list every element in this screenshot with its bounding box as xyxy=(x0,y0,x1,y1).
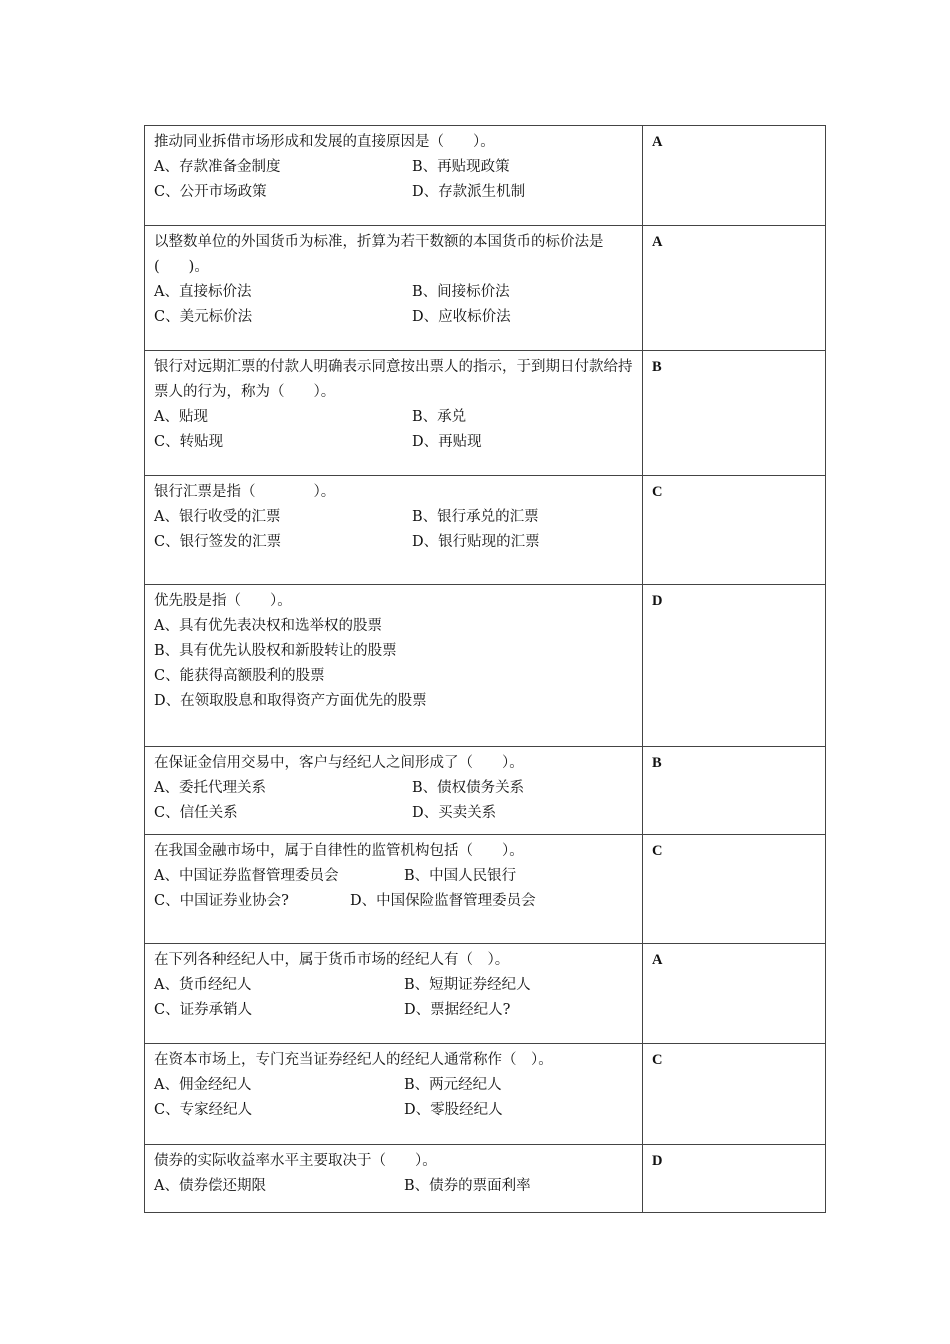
question-stem: 以整数单位的外国货币为标准，折算为若干数额的本国货币的标价法是( )。 xyxy=(154,234,604,275)
option: B、银行承兑的汇票 xyxy=(412,509,539,525)
answer-cell xyxy=(643,1044,826,1145)
answer-label: D xyxy=(652,1153,663,1169)
answer-label: B xyxy=(652,755,662,771)
answer-cell xyxy=(643,747,826,835)
option: B、两元经纪人 xyxy=(404,1077,502,1093)
answer-label: A xyxy=(652,134,663,150)
option: D、买卖关系 xyxy=(412,805,497,821)
option: B、中国人民银行 xyxy=(404,868,517,884)
option: A、具有优先表决权和选举权的股票 xyxy=(154,618,382,634)
question-cell xyxy=(145,1044,643,1145)
answer-cell xyxy=(643,126,826,226)
question-row xyxy=(145,585,826,747)
answer-cell xyxy=(643,476,826,585)
question-stem: 优先股是指（ ）。 xyxy=(154,593,292,609)
question-cell xyxy=(145,126,643,226)
option: A、债券偿还期限 xyxy=(154,1178,266,1194)
option: C、专家经纪人 xyxy=(154,1102,253,1118)
option: B、间接标价法 xyxy=(412,284,510,300)
option: C、银行签发的汇票 xyxy=(154,534,282,550)
question-stem: 在资本市场上，专门充当证券经纪人的经纪人通常称作（ ）。 xyxy=(154,1052,553,1068)
question-row xyxy=(145,1145,826,1213)
option: C、转贴现 xyxy=(154,434,224,450)
option: B、债券的票面利率 xyxy=(404,1178,531,1194)
question-stem: 在下列各种经纪人中，属于货币市场的经纪人有（ ）。 xyxy=(154,952,510,968)
question-row xyxy=(145,351,826,476)
option: A、货币经纪人 xyxy=(154,977,252,993)
answer-cell xyxy=(643,944,826,1044)
option: A、银行收受的汇票 xyxy=(154,509,281,525)
option: C、能获得高额股利的股票 xyxy=(154,668,325,684)
option: D、票据经纪人? xyxy=(404,1002,511,1018)
question-cell xyxy=(145,585,643,747)
question-table xyxy=(144,125,826,1213)
answer-cell xyxy=(643,351,826,476)
option: D、在领取股息和取得资产方面优先的股票 xyxy=(154,693,427,709)
answer-label: C xyxy=(652,843,663,859)
question-stem: 债券的实际收益率水平主要取决于（ ）。 xyxy=(154,1153,437,1169)
question-row xyxy=(145,226,826,351)
question-cell xyxy=(145,351,643,476)
answer-label: C xyxy=(652,1052,663,1068)
option: C、证券承销人 xyxy=(154,1002,253,1018)
answer-label: C xyxy=(652,484,663,500)
question-row xyxy=(145,1044,826,1145)
option: A、中国证券监督管理委员会 xyxy=(154,868,339,884)
option: A、直接标价法 xyxy=(154,284,252,300)
question-cell xyxy=(145,476,643,585)
answer-label: D xyxy=(652,593,663,609)
question-stem: 在保证金信用交易中，客户与经纪人之间形成了（ ）。 xyxy=(154,755,524,771)
answer-cell xyxy=(643,585,826,747)
option: C、公开市场政策 xyxy=(154,184,267,200)
option: D、存款派生机制 xyxy=(412,184,526,200)
question-row xyxy=(145,835,826,944)
question-cell xyxy=(145,747,643,835)
question-row xyxy=(145,944,826,1044)
option: C、中国证券业协会? xyxy=(154,893,289,909)
question-row xyxy=(145,126,826,226)
question-cell xyxy=(145,1145,643,1213)
option: A、存款准备金制度 xyxy=(154,159,281,175)
question-stem: 在我国金融市场中，属于自律性的监管机构包括（ ）。 xyxy=(154,843,524,859)
option: A、佣金经纪人 xyxy=(154,1077,252,1093)
option: C、美元标价法 xyxy=(154,309,253,325)
option: B、债权债务关系 xyxy=(412,780,525,796)
option: D、再贴现 xyxy=(412,434,482,450)
option: B、再贴现政策 xyxy=(412,159,510,175)
option: C、信任关系 xyxy=(154,805,238,821)
option: A、贴现 xyxy=(154,409,208,425)
question-cell xyxy=(145,944,643,1044)
answer-cell xyxy=(643,835,826,944)
answer-cell xyxy=(643,226,826,351)
question-stem: 银行汇票是指（ ）。 xyxy=(154,484,336,500)
option: D、零股经纪人 xyxy=(404,1102,503,1118)
question-row xyxy=(145,476,826,585)
answer-cell xyxy=(643,1145,826,1213)
option: D、银行贴现的汇票 xyxy=(412,534,540,550)
answer-label: A xyxy=(652,952,663,968)
question-stem: 推动同业拆借市场形成和发展的直接原因是（ ）。 xyxy=(154,134,495,150)
option: B、短期证券经纪人 xyxy=(404,977,531,993)
question-stem: 银行对远期汇票的付款人明确表示同意按出票人的指示，于到期日付款给持票人的行为，称为（ ）。 xyxy=(154,359,633,400)
option: D、中国保险监督管理委员会 xyxy=(350,893,536,909)
answer-label: A xyxy=(652,234,663,250)
option: B、承兑 xyxy=(412,409,467,425)
question-row xyxy=(145,747,826,835)
option: A、委托代理关系 xyxy=(154,780,266,796)
option: B、具有优先认股权和新股转让的股票 xyxy=(154,643,397,659)
question-cell xyxy=(145,835,643,944)
answer-label: B xyxy=(652,359,662,375)
question-cell xyxy=(145,226,643,351)
option: D、应收标价法 xyxy=(412,309,511,325)
